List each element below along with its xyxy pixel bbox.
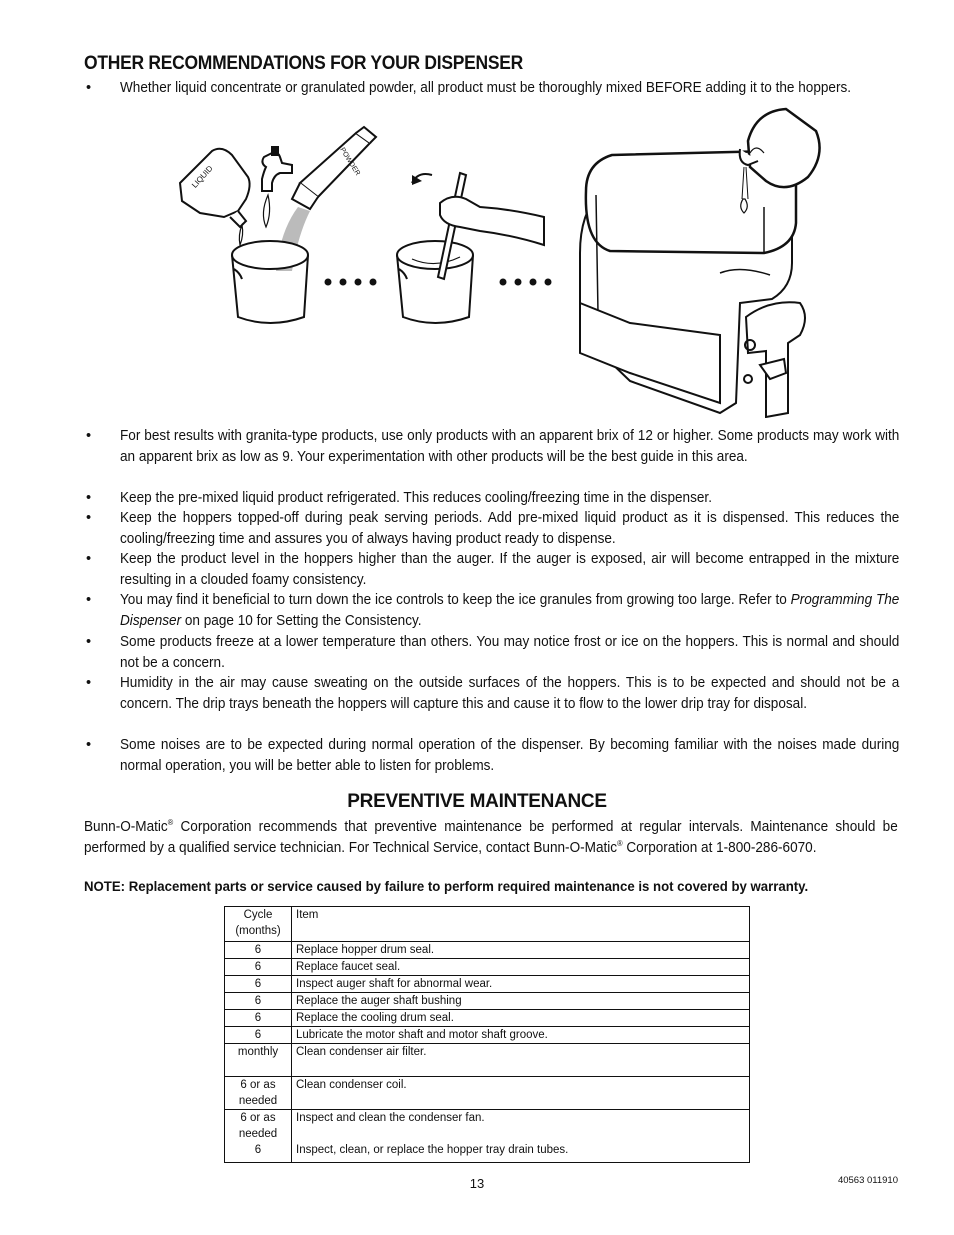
bullet-symbol: •: [86, 592, 92, 608]
item-cell: Replace hopper drum seal.: [292, 942, 750, 959]
cycle-cell: 6: [225, 1027, 292, 1044]
bullet-symbol: •: [86, 551, 92, 567]
bullet-item: [84, 488, 898, 509]
cycle-cell: 6: [225, 959, 292, 976]
bullet-text: Keep the hoppers topped-off during peak serving periods. Add pre-mixed liquid product as it is dispensed. This reduces the cooling/freezing time and assures you of always having product ready to dispense.: [120, 510, 900, 547]
paragraph-text: Corporation at 1-800-286-6070.: [622, 839, 817, 856]
registered-mark: ®: [617, 838, 623, 848]
powder-box-icon: [292, 127, 376, 209]
cycle-cell: 6: [225, 942, 292, 959]
dispenser-icon: [580, 151, 805, 417]
bullet-text: Whether liquid concentrate or granulated powder, all product must be thoroughly mixed BEFORE adding it to the hoppers.: [120, 80, 852, 96]
bullet-text: Some noises are to be expected during normal operation of the dispenser. By becoming familiar with the noises made during normal operation, you will be better able to listen for problems.: [120, 737, 900, 774]
cycle-cell: 6: [225, 993, 292, 1010]
warranty-note: NOTE: Replacement parts or service caused by failure to perform required maintenance is not covered by warranty.: [84, 879, 809, 895]
bullet-text: For best results with granita-type products, use only products with an apparent brix of 12 or higher. Some products may work with an apparent brix as low as 9. Your experimentation with other products will be the best guide in this area.: [120, 428, 900, 465]
step-dots-icon: [325, 279, 377, 286]
bullet-item: [84, 549, 898, 590]
item-cell: Clean condenser coil.: [292, 1077, 750, 1110]
bullet-text: Keep the product level in the hoppers higher than the auger. If the auger is exposed, air will become entrapped in the mixture resulting in a clouded foamy consistency.: [120, 551, 900, 588]
table-header-row: [225, 907, 750, 942]
table-row: [225, 1010, 750, 1027]
cycle-cell: 6 or as needed: [225, 1110, 292, 1143]
table-row: [225, 942, 750, 959]
item-cell: Inspect and clean the condenser fan.: [292, 1110, 750, 1143]
section-title-maintenance: PREVENTIVE MAINTENANCE: [347, 791, 607, 812]
bullet-text: Keep the pre-mixed liquid product refrigerated. This reduces cooling/freezing time in the dispenser.: [120, 490, 712, 506]
stirring-bucket-icon: [397, 241, 473, 323]
page-number: 13: [469, 1176, 485, 1191]
faucet-icon: [262, 147, 292, 191]
consistency-text-after: on page 10 for Setting the Consistency.: [181, 612, 422, 629]
item-cell: Lubricate the motor shaft and motor shaft groove.: [292, 1027, 750, 1044]
bullet-text: Some products freeze at a lower temperature than others. You may notice frost or ice on the hoppers. This is normal and should not be a concern.: [120, 634, 900, 671]
bullet-symbol: •: [86, 428, 92, 444]
table-row: [225, 976, 750, 993]
bullet-symbol: •: [86, 675, 92, 691]
bullet-item: [84, 508, 898, 549]
step-dots-icon: [500, 279, 552, 286]
item-cell: Clean condenser air filter.: [292, 1044, 750, 1077]
table-row: [225, 1142, 750, 1163]
cycle-cell: 6: [225, 976, 292, 993]
hand-icon: [440, 197, 544, 245]
cycle-cell: monthly: [225, 1044, 292, 1077]
table-row: [225, 1077, 750, 1110]
bullet-symbol: •: [86, 737, 92, 753]
bullet-item: [84, 735, 898, 776]
table-row: [225, 1027, 750, 1044]
mixing-illustration: [160, 103, 840, 418]
bullet-text: Humidity in the air may cause sweating on the outside surfaces of the hoppers. This is to be expected and should not be a concern. The drip trays beneath the hoppers will capture this and cause it to flow to the lower drip tray for disposal.: [120, 675, 900, 712]
paragraph-text: Corporation recommends that preventive maintenance be performed at regular intervals. Maintenance should be performed by a qualified service technician. For Technical Service, contact Bunn-O-Matic: [84, 819, 898, 856]
bullet-item: [84, 78, 898, 99]
maintenance-paragraph: [84, 817, 898, 858]
registered-mark: ®: [167, 818, 174, 828]
item-cell: Replace the cooling drum seal.: [292, 1010, 750, 1027]
item-cell: Replace the auger shaft bushing: [292, 993, 750, 1010]
cycle-cell: 6 or as needed: [225, 1077, 292, 1110]
bucket-icon: [232, 241, 308, 323]
cycle-cell: 6: [225, 1010, 292, 1027]
maintenance-table: [224, 906, 750, 1163]
table-row: [225, 993, 750, 1010]
powder-label: POWDER: [338, 146, 361, 178]
bullet-symbol: •: [86, 634, 92, 650]
table-row: [225, 1110, 750, 1143]
table-row: [225, 1044, 750, 1077]
consistency-text-before: You may find it beneficial to turn down the ice controls to keep the ice granules from growing too large. Refer to: [120, 592, 791, 608]
document-code: 40563 011910: [837, 1175, 898, 1186]
liquid-label: LIQUID: [190, 163, 215, 190]
section-title-recommendations: OTHER RECOMMENDATIONS FOR YOUR DISPENSER: [84, 53, 523, 74]
bullet-item: [84, 632, 898, 673]
liquid-jug-icon: [180, 149, 250, 227]
item-cell: Inspect, clean, or replace the hopper tray drain tubes.: [292, 1142, 750, 1163]
programming-reference: Programming The Dispenser: [120, 592, 900, 629]
table-row: [225, 959, 750, 976]
bullet-symbol: •: [86, 490, 92, 506]
cycle-cell: 6: [225, 1142, 292, 1163]
bullet-item: [84, 673, 898, 714]
item-cell: Replace faucet seal.: [292, 959, 750, 976]
bullet-symbol: •: [86, 510, 92, 526]
bullet-item: [84, 590, 898, 631]
header-item: Item: [292, 907, 750, 942]
bullet-symbol: •: [86, 80, 92, 96]
header-cycle: Cycle (months): [225, 907, 292, 942]
item-cell: Inspect auger shaft for abnormal wear.: [292, 976, 750, 993]
brand-name: Bunn-O-Matic: [84, 819, 168, 835]
bullet-item: [84, 426, 898, 467]
bullet-text: [120, 590, 899, 631]
